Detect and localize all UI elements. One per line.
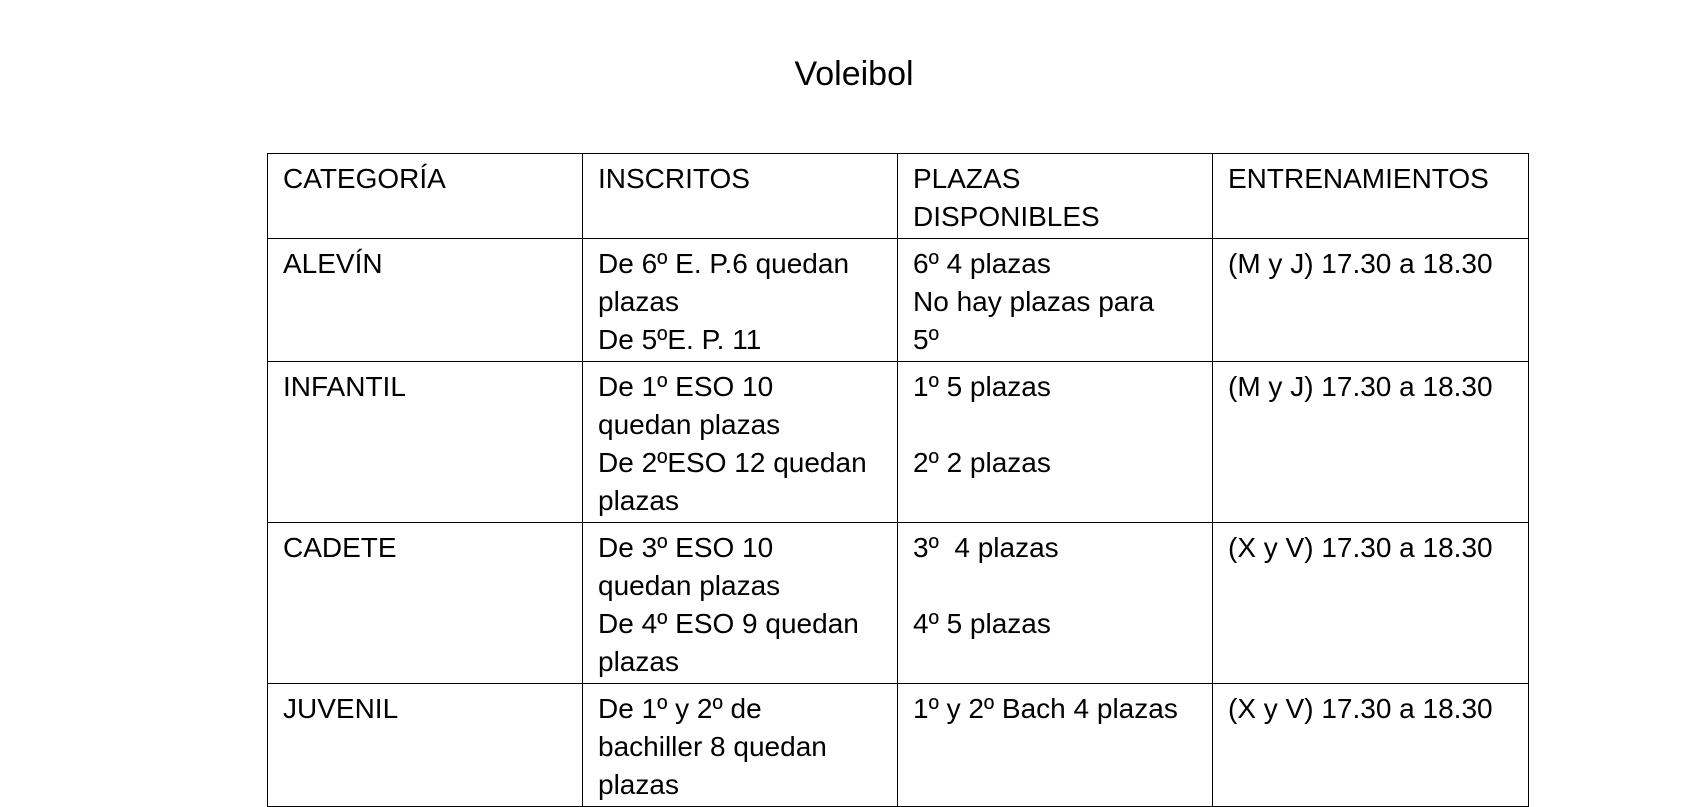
cell-categoria: INFANTIL <box>268 362 583 523</box>
cell-inscritos: De 1º y 2º de bachiller 8 quedan plazas <box>583 684 898 807</box>
table-row <box>268 239 1529 362</box>
cell-entrenamientos: (M y J) 17.30 a 18.30 <box>1213 362 1529 523</box>
cell-plazas: 3º 4 plazas 4º 5 plazas <box>898 523 1213 684</box>
cell-inscritos: De 3º ESO 10 quedan plazas De 4º ESO 9 quedan plazas <box>583 523 898 684</box>
cell-inscritos: De 1º ESO 10 quedan plazas De 2ºESO 12 quedan plazas <box>583 362 898 523</box>
header-entrenamientos: ENTRENAMIENTOS <box>1213 154 1529 239</box>
cell-entrenamientos: (M y J) 17.30 a 18.30 <box>1213 239 1529 362</box>
cell-plazas: 6º 4 plazas No hay plazas para 5º <box>898 239 1213 362</box>
table-row <box>268 684 1529 807</box>
schedule-table <box>267 153 1529 807</box>
table-row <box>268 523 1529 684</box>
cell-plazas: 1º y 2º Bach 4 plazas <box>898 684 1213 807</box>
table-row <box>268 362 1529 523</box>
cell-categoria: JUVENIL <box>268 684 583 807</box>
table-header-row <box>268 154 1529 239</box>
cell-categoria: ALEVÍN <box>268 239 583 362</box>
header-categoria: CATEGORÍA <box>268 154 583 239</box>
page-title <box>0 54 1694 94</box>
cell-entrenamientos: (X y V) 17.30 a 18.30 <box>1213 684 1529 807</box>
page-title-text: Voleibol <box>794 55 914 93</box>
cell-plazas: 1º 5 plazas 2º 2 plazas <box>898 362 1213 523</box>
header-plazas: PLAZAS DISPONIBLES <box>898 154 1213 239</box>
cell-inscritos: De 6º E. P.6 quedan plazas De 5ºE. P. 11 <box>583 239 898 362</box>
cell-entrenamientos: (X y V) 17.30 a 18.30 <box>1213 523 1529 684</box>
cell-categoria: CADETE <box>268 523 583 684</box>
header-inscritos: INSCRITOS <box>583 154 898 239</box>
